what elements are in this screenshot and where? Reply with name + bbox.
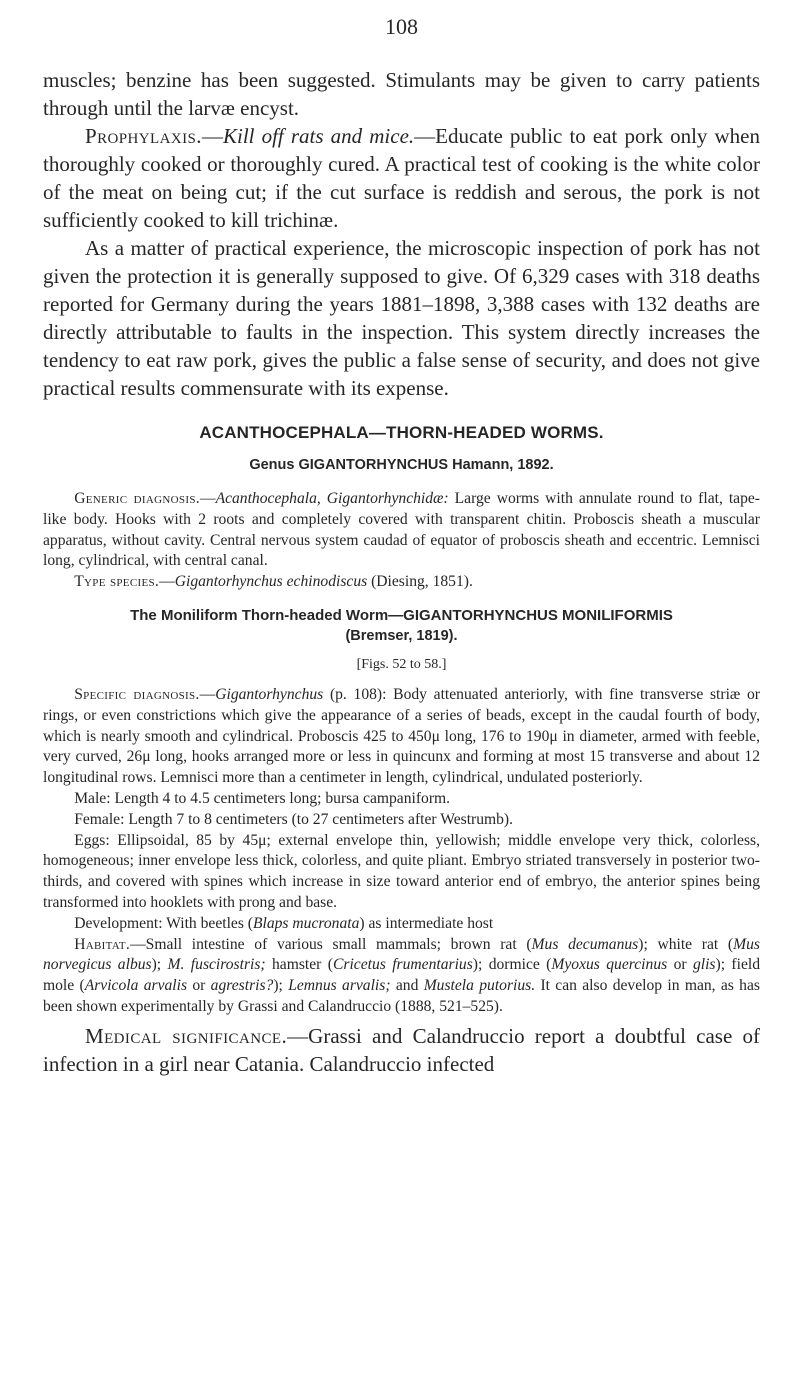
type-species-italic: Gigantorhynchus echinodiscus [174,573,368,591]
development-italic: Blaps mucronata [252,914,360,932]
prophylaxis-text: —Educate public to eat pork only when thoroughly cooked or thoroughly cured. A practical test of cooking is the white color of the meat on being cut; if the cut surface is reddish and serous, the pork is not sufficiently cooked to kill trichinæ. [43,124,760,232]
intro-paragraph: muscles; benzine has been suggested. Stimulants may be given to carry patients through until the larvæ encyst. [43,68,760,120]
prophylaxis-paragraph [43,122,760,234]
habitat-label: Habitat. [74,935,131,953]
generic-diagnosis-dash: — [199,490,216,507]
habitat-text: or [667,956,693,974]
habitat-taxon: Myoxus quercinus [551,956,668,974]
habitat-taxon: M. fuscirostris; [167,956,266,974]
figure-reference: [Figs. 52 to 58.] [356,656,447,672]
specific-diagnosis-paragraph [43,685,760,789]
habitat-paragraph [43,935,760,1018]
generic-diagnosis-text: Large worms with annulate round to flat, tape-like body. Hooks with 2 roots and completely covered with transparent chitin. Proboscis sheath a muscular apparatus, without cavity. Central nervous system caudad of equator of proboscis sheath and eccentric. Lemnisci long, cylindrical, with central canal. [43,490,760,570]
generic-diagnosis-label: Generic diagnosis. [74,490,200,507]
medical-label: Medical significance. [85,1023,288,1048]
page-number: 108 [385,14,418,39]
habitat-taxon: Arvicola arvalis [84,977,188,995]
habitat-text: ); field mole ( [43,956,760,995]
habitat-taxon: glis [692,956,716,974]
habitat-text: ); [151,956,168,974]
development-paragraph [43,914,760,935]
habitat-text: hamster ( [265,956,333,974]
genus-heading: Genus GIGANTORHYNCHUS Hamann, 1892. [249,457,554,473]
habitat-taxon: Mus decumanus [531,935,639,953]
development-after: ) as intermediate host [359,914,494,932]
species-heading: The Moniliform Thorn-headed Worm—GIGANTORHYNCHUS MONILIFORMIS [130,606,673,624]
habitat-taxon: Mus norvegicus albus [43,935,760,974]
male-paragraph: Male: Length 4 to 4.5 centimeters long; bursa campaniform. [74,789,451,807]
habitat-taxon: Mustela putorius. [423,977,536,995]
specific-diagnosis-label: Specific diagnosis. [74,685,200,703]
habitat-text: It can also develop in man, as has been shown experimentally by Grassi and Calandruccio (1888, 521–525). [43,977,760,1015]
habitat-text: ); [273,977,289,995]
section-heading: ACANTHOCEPHALA—THORN-HEADED WORMS. [199,423,604,442]
habitat-text: —Small intestine of various small mammals; brown rat ( [130,935,532,953]
habitat-text: or [187,977,211,995]
type-species-dash: — [159,573,175,591]
prophylaxis-italic: Kill off rats and mice. [222,124,415,148]
habitat-taxon: Lemnus arvalis; [288,977,391,995]
habitat-taxon: agrestris? [210,977,274,995]
specific-diagnosis-text: (p. 108): Body attenuated anteriorly, with fine transverse striæ or rings, or even constrictions which give the appearance of a series of beads, except in the caudal fourth of body, which is nearly smooth and cylindrical. Proboscis 425 to 450μ long, 176 to 190μ in diameter, armed with feeble, very curved, 26μ long, hooks arranged more or less in quincunx and forming at most 15 transverse and about 12 longitudinal rows. Lemnisci more than a centimeter in length, cylindrical, undulated posteriorly. [43,685,760,787]
species-heading-authority: (Bremser, 1819). [345,627,458,644]
prophylaxis-label: Prophylaxis. [85,124,202,148]
type-species-paragraph [43,572,760,593]
eggs-paragraph: Eggs: Ellipsoidal, 85 by 45μ; external envelope thin, yellowish; middle envelope very thick, colorless, homogeneous; inner envelope less thick, colorless, and quite pliant. Embryo striated transversely in posterior two-thirds, and covered with spines which increase in size toward anterior end of embryo, the anterior spines being transformed into hooklets with prong and base. [43,831,760,911]
type-species-text: (Diesing, 1851). [367,573,473,591]
type-species-label: Type species. [74,573,160,591]
medical-text: —Grassi and Calandruccio report a doubtful case of infection in a girl near Catania. Calandruccio infected [43,1023,761,1076]
specific-diagnosis-dash: — [199,685,216,703]
habitat-text: ); white rat ( [638,935,734,953]
generic-diagnosis-italic: Acanthocephala, Gigantorhynchidæ: [215,490,449,507]
medical-paragraph [43,1022,760,1078]
prophylaxis-dash: — [201,124,223,148]
habitat-taxon: Cricetus frumentarius [332,956,473,974]
development-before: Development: With beetles ( [74,914,253,932]
specific-diagnosis-italic: Gigantorhynchus [215,685,324,703]
page [43,14,760,1078]
experience-paragraph: As a matter of practical experience, the microscopic inspection of pork has not given the protection it is generally supposed to give. Of 6,329 cases with 318 deaths reported for Germany during the years 1881–1898, 3,388 cases with 132 deaths are directly attributable to faults in the inspection. This system directly increases the tendency to eat raw pork, gives the public a false sense of security, and does not give practical results commensurate with its expense. [43,236,760,400]
habitat-text: ); dormice ( [472,956,552,974]
generic-diagnosis-paragraph [43,489,760,572]
female-paragraph: Female: Length 7 to 8 centimeters (to 27 centimeters after Westrumb). [74,810,514,828]
habitat-text: and [390,977,424,995]
